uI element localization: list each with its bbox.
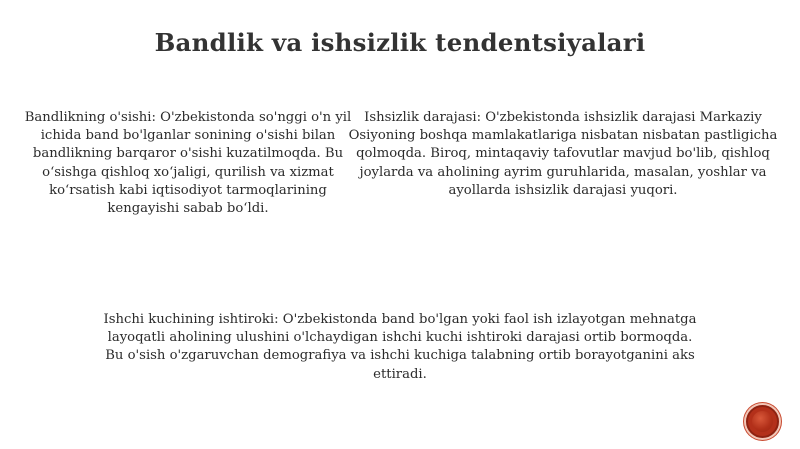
- circle-nav-button-icon[interactable]: [746, 405, 779, 438]
- slide-title: Bandlik va ishsizlik tendentsiyalari: [154, 28, 646, 57]
- employment-growth-text: Bandlikning o'sishi: O'zbekistonda so'nggi o'n yil ichida band bo'lganlar sonining o'sishi bilan bandlikning barqaror o'sishi kuzatilmoqda. Bu o‘sishga qishloq xo‘jaligi, qurilish va xizmat ko‘rsatish kabi iqtisodiyot tarmoqlarining kengayishi sabab bo‘ldi.: [24, 110, 352, 217]
- labor-force-participation-text: Ishchi kuchining ishtiroki: O'zbekistonda band bo'lgan yoki faol ish izlayotgan mehnatga layoqatli aholining ulushini o'lchaydigan ishchi kuchi ishtiroki darajasi ortib bormoqda. Bu o'sish o'zgaruvchan demografiya va ishchi kuchiga talabning ortib borayotganini aks ettiradi.: [103, 312, 697, 382]
- unemployment-rate-text: Ishsizlik darajasi: O'zbekistonda ishsizlik darajasi Markaziy Osiyoning boshqa mamlakatlariga nisbatan nisbatan pastligicha qolmoqda. Biroq, mintaqaviy tafovutlar mavjud bo'lib, qishloq joylarda va aholining ayrim guruhlarida, masalan, yoshlar va ayollarda ishsizlik darajasi yuqori.: [348, 110, 778, 198]
